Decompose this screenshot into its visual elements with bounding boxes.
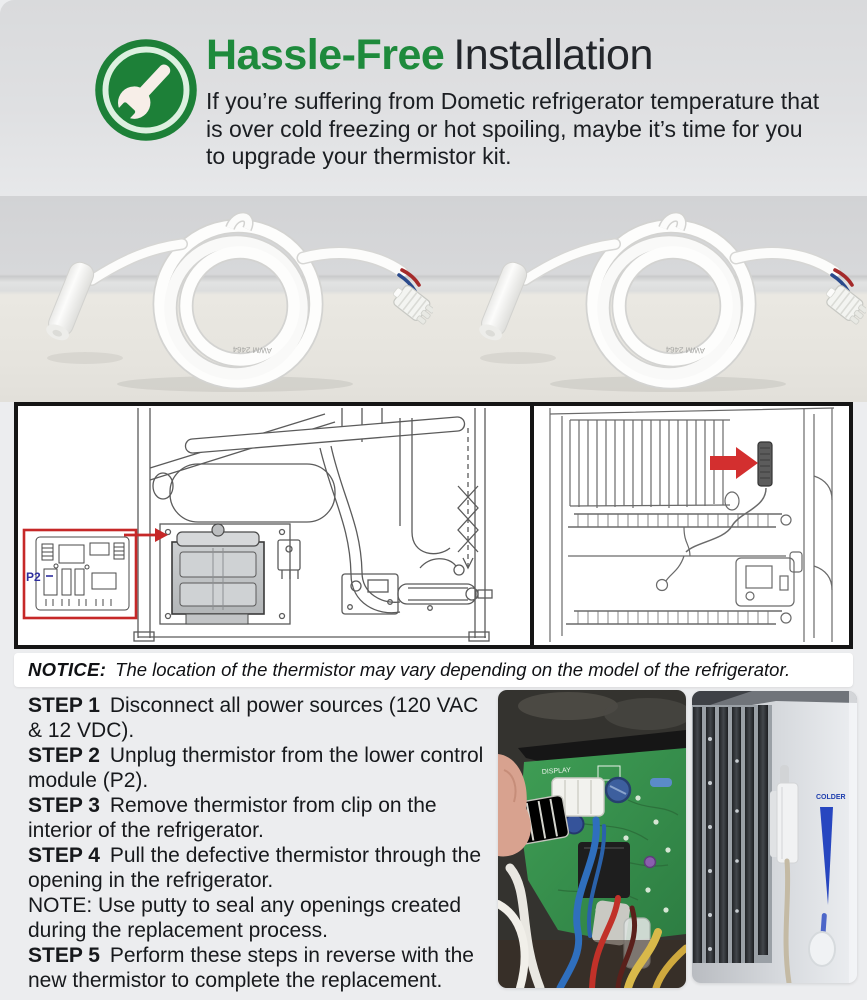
interior-view-diagram — [530, 406, 849, 645]
p2-label: P2 — [26, 570, 41, 584]
cable-connector — [821, 281, 866, 326]
thermistor-cable-photo-right — [433, 196, 866, 402]
cooling-fins — [692, 705, 772, 963]
wall-indent — [809, 932, 835, 966]
notice-label: NOTICE: — [28, 659, 107, 680]
step-3-label: STEP 3 — [28, 794, 100, 817]
step-3 — [28, 793, 492, 843]
step-1-label: STEP 1 — [28, 694, 100, 717]
wrench-icon — [92, 36, 200, 144]
p2-inset-diagram — [24, 530, 136, 618]
thermistor-drawing — [758, 442, 772, 486]
thermistor-probe — [43, 259, 97, 343]
step-2 — [28, 743, 492, 793]
control-module-photo — [498, 690, 686, 988]
step-3-text: Remove thermistor from clip on the interior of the refrigerator. — [28, 794, 437, 842]
title-highlight: Hassle-Free — [206, 31, 445, 79]
intro-text: If you’re suffering from Dometic refrigerator temperature that is over cold freezing or hot spoiling, maybe it’s time for you to upgrade your thermistor kit. — [206, 88, 820, 169]
step-4 — [28, 843, 492, 893]
step-note — [28, 893, 492, 943]
thermistor-probe — [476, 259, 530, 343]
step-note-text: NOTE: Use putty to seal any openings created during the replacement process. — [28, 894, 462, 942]
cable-connector — [388, 281, 433, 326]
step-5-label: STEP 5 — [28, 944, 100, 967]
rear-view-diagram — [18, 406, 530, 645]
cable-marking-text: AWM 2464 — [232, 344, 273, 355]
product-photo-section — [0, 196, 867, 402]
step-2-text: Unplug thermistor from the lower control module (P2). — [28, 744, 484, 792]
step-1 — [28, 693, 492, 743]
page-title — [206, 30, 653, 80]
notice-bar — [14, 653, 853, 687]
step-4-label: STEP 4 — [28, 844, 100, 867]
header-section — [0, 0, 867, 196]
notice-text: The location of the thermistor may vary depending on the model of the refrigerator. — [115, 659, 791, 680]
step-4-text: Pull the defective thermistor through the opening in the refrigerator. — [28, 844, 482, 892]
diagram-panel — [14, 402, 853, 649]
pointer-arrow-icon — [710, 447, 758, 479]
step-5 — [28, 943, 492, 993]
step-5-text: Perform these steps in reverse with the new thermistor to complete the replacement. — [28, 944, 474, 992]
installation-steps — [28, 693, 492, 993]
thermistor-cable-photo-left — [0, 196, 433, 402]
pcb-display-label: DISPLAY — [541, 766, 572, 776]
cable-marking-text: AWM 2464 — [665, 344, 706, 355]
step-2-label: STEP 2 — [28, 744, 100, 767]
control-module-drawing — [172, 524, 264, 624]
colder-label: COLDER — [816, 794, 846, 801]
step-1-text: Disconnect all power sources (120 VAC & 12 VDC). — [28, 694, 479, 742]
thermistor-installed-photo — [692, 691, 857, 983]
title-rest: Installation — [453, 31, 653, 79]
